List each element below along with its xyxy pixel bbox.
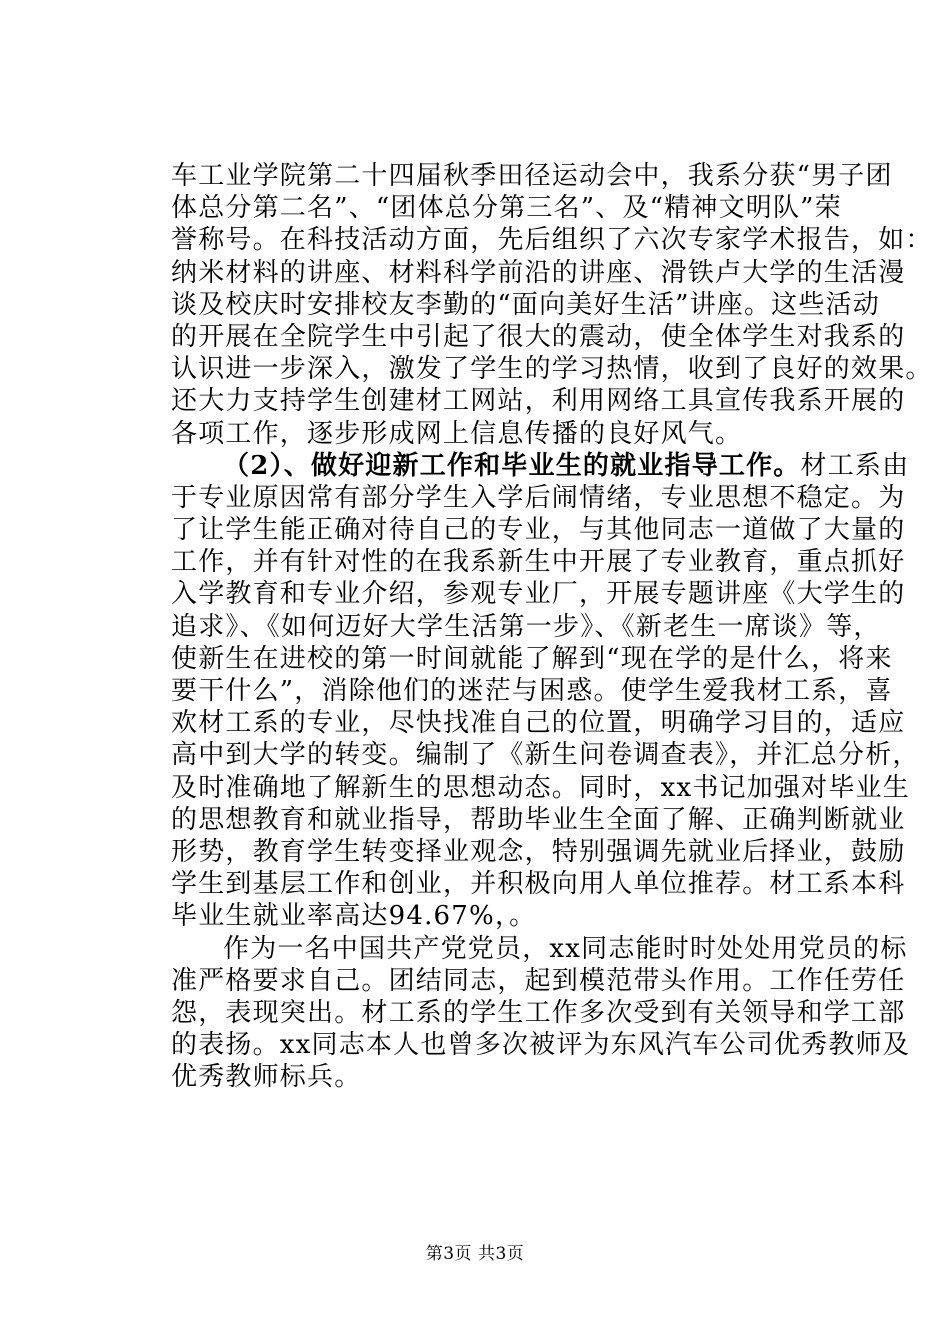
text-line: 学生到基层工作和创业，并积极向用人单位推荐。材工系本科 <box>171 869 906 900</box>
text-line: 认识进一步深入，激发了学生的学习热情，收到了良好的效果。 <box>171 354 933 385</box>
text-line: 高中到大学的转变。编制了《新生问卷调查表》，并汇总分析， <box>171 740 920 771</box>
text-line: 优秀教师标兵。 <box>171 1062 362 1093</box>
text-line <box>171 450 910 482</box>
text-line: 各项工作，逐步形成网上信息传播的良好风气。 <box>171 418 743 449</box>
text-line: 还大力支持学生创建材工网站，利用网络工具宣传我系开展的 <box>171 386 906 417</box>
text-line: 使新生在进校的第一时间就能了解到“现在学的是什么，将来 <box>171 643 893 674</box>
paragraph-sports-and-lectures <box>171 160 933 450</box>
text-line: 体总分第二名”、“团体总分第三名”、及“精神文明队”荣 <box>171 193 842 224</box>
text-line: 谈及校庆时安排校友李勤的“面向美好生活”讲座。这些活动 <box>171 289 880 320</box>
page-indicator: 第3页 共3页 <box>425 1244 525 1264</box>
text-line: 工作，并有针对性的在我系新生中开展了专业教育，重点抓好 <box>171 547 906 578</box>
text-line: 追求》、《如何迈好大学生活第一步》、《新老生一席谈》等， <box>171 611 881 642</box>
text-line: 及时准确地了解新生的思想动态。同时，xx书记加强对毕业生 <box>171 772 910 803</box>
text-line: 怨，表现突出。材工系的学生工作多次受到有关领导和学工部 <box>171 997 906 1028</box>
text-line: 形势，教育学生转变择业观念，特别强调先就业后择业，鼓励 <box>171 836 906 867</box>
section-heading: （2）、做好迎新工作和毕业生的就业指导工作。 <box>223 450 801 481</box>
text-line: 要干什么”，消除他们的迷茫与困惑。使学生爱我材工系，喜 <box>171 676 893 706</box>
text-line: 纳米材料的讲座、材料科学前沿的讲座、滑铁卢大学的生活漫 <box>171 257 906 288</box>
text-line: 了让学生能正确对待自己的专业，与其他同志一道做了大量的 <box>171 515 906 546</box>
text-line: 的思想教育和就业指导，帮助毕业生全面了解、正确判断就业 <box>171 804 906 835</box>
text-line: 毕业生就业率高达94.67%，。 <box>171 901 537 932</box>
paragraph-party-member <box>171 933 910 1094</box>
text-line: 的表扬。xx同志本人也曾多次被评为东风汽车公司优秀教师及 <box>171 1030 910 1061</box>
page-footer <box>0 1244 950 1264</box>
paragraph-freshmen-and-employment <box>171 450 920 933</box>
text-line: 车工业学院第二十四届秋季田径运动会中，我系分获“男子团 <box>171 161 893 191</box>
text-line: 欢材工系的专业，尽快找准自己的位置，明确学习目的，适应 <box>171 708 906 739</box>
text-line: 作为一名中国共产党党员，xx同志能时时处处用党员的标 <box>223 933 908 964</box>
text-line: 的开展在全院学生中引起了很大的震动，使全体学生对我系的 <box>171 321 906 352</box>
text-fragment: 材工系由 <box>800 450 910 481</box>
text-line: 入学教育和专业介绍，参观专业厂，开展专题讲座《大学生的 <box>171 579 906 610</box>
text-line: 准严格要求自己。团结同志，起到模范带头作用。工作任劳任 <box>171 965 906 996</box>
text-line: 誉称号。在科技活动方面，先后组织了六次专家学术报告，如： <box>171 225 933 256</box>
document-body <box>171 160 933 1093</box>
text-line: 于专业原因常有部分学生入学后闹情绪，专业思想不稳定。为 <box>171 482 906 513</box>
